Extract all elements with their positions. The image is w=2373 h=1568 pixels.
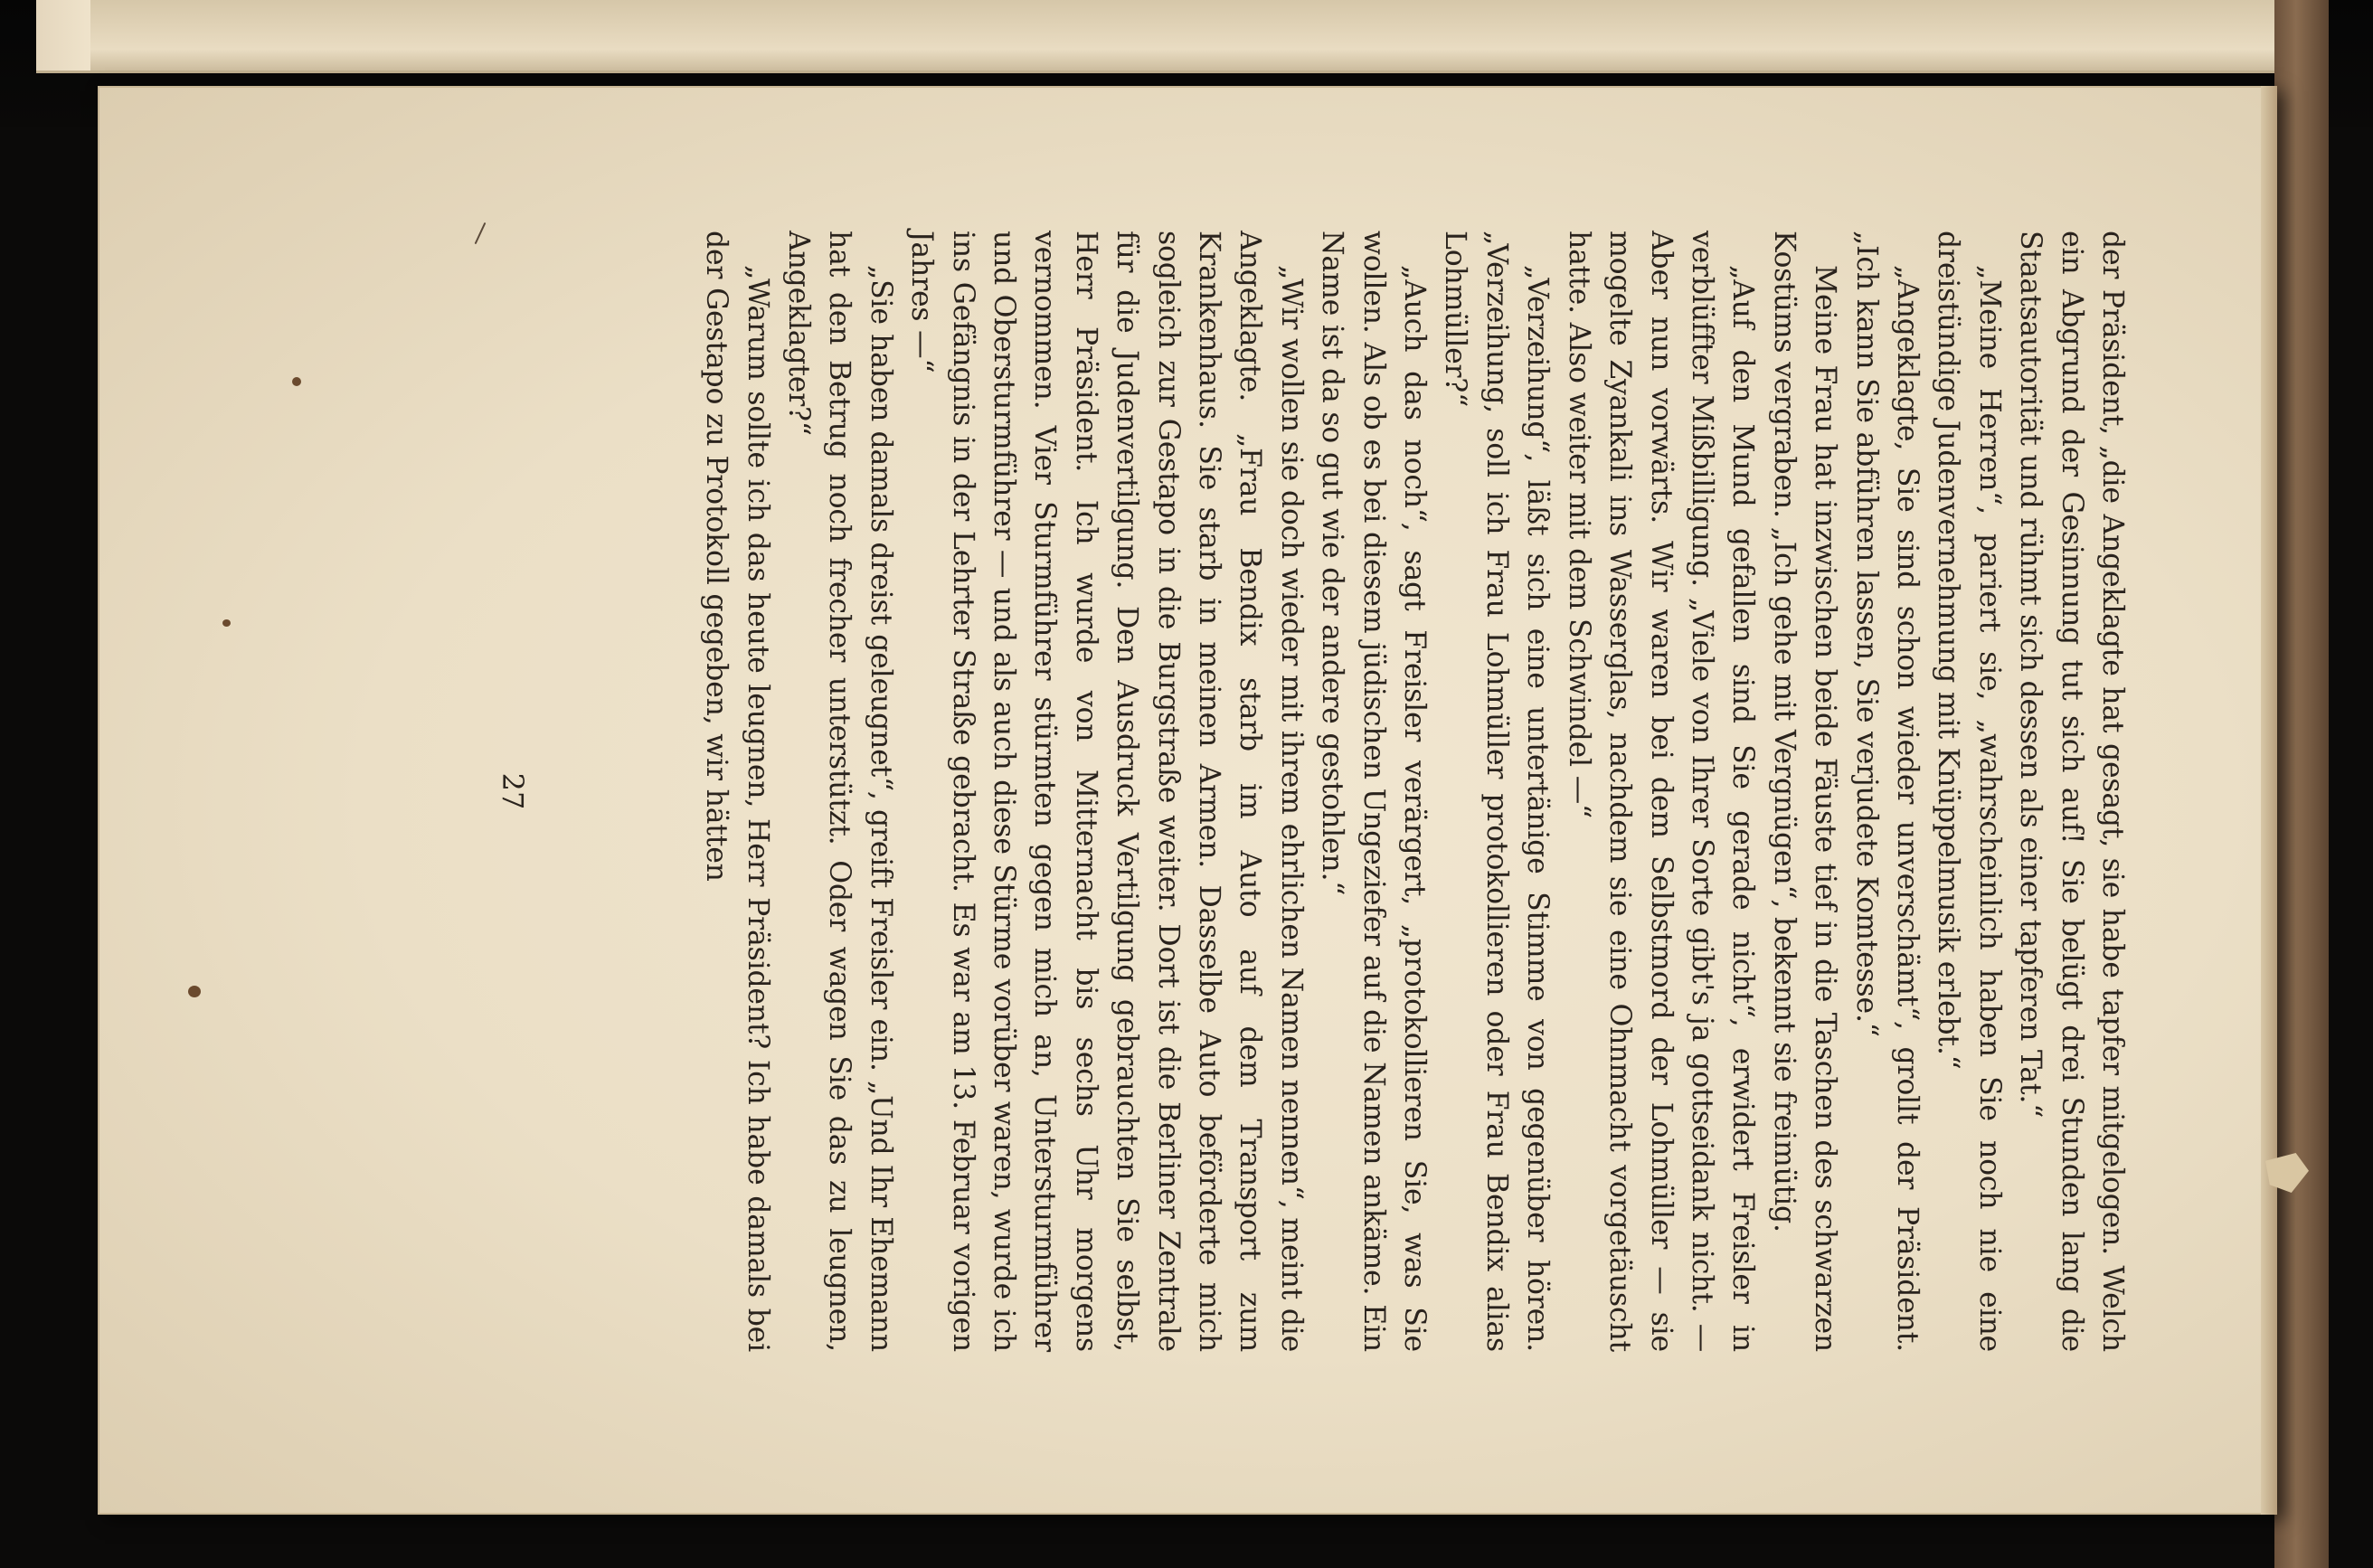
- rotated-text-block: [414, 231, 2132, 1352]
- paragraph: „Wir wollen sie doch wieder mit ihrem ehrlichen Namen nennen“, meint die Angeklagte. „Frau Bendix starb im Auto auf dem Transport zum Krankenhaus. Sie starb in meinen Armen. Dasselbe Auto beförderte mich sogleich zur Gestapo in die Burgstraße weiter. Dort ist die Berliner Zentrale für die Judenvertilgung. Den Ausdruck Vertilgung gebrauchten Sie selbst, Herr Präsident. Ich wurde von Mitternacht bis sechs Uhr morgens vernommen. Vier Sturmführer stürmten gegen mich an, Untersturmführer und Obersturmführer — und als auch diese Stürme vorüber waren, wurde ich ins Gefängnis in der Lehrter Straße gebracht. Es war am 13. Februar vorigen Jahres —“: [905, 231, 1308, 1353]
- page-number: 27: [496, 772, 530, 810]
- page-edge: [2261, 86, 2277, 1515]
- paragraph: Meine Frau hat inzwischen beide Fäuste tief in die Taschen des schwarzen Kostüms vergraben. „Ich gehe mit Vergnügen“, bekennt sie freimütig.: [1767, 231, 1842, 1352]
- paragraph: „Warum sollte ich das heute leugnen, Herr Präsident? Ich habe damals bei der Gestapo zu Protokoll gegeben, wir hätten: [700, 231, 774, 1352]
- paper-speck: [188, 986, 201, 997]
- paragraph: „Meine Herren“, pariert sie, „wahrscheinlich haben Sie noch nie eine dreistündige Judenvernehmung mit Knüppelmusik erlebt.“: [1932, 231, 2006, 1352]
- book-page: [98, 86, 2277, 1515]
- book-edge: [2274, 0, 2329, 1568]
- paper-speck: [222, 619, 231, 627]
- paragraph: „Auch das noch“, sagt Freisler verärgert, „protokollieren Sie, was Sie wollen. Als ob es bei diesem jüdischen Ungeziefer auf die Namen ankäme. Ein Name ist da so gut wie der andere gestohlen.“: [1316, 231, 1432, 1352]
- paragraph: „Auf den Mund gefallen sind Sie gerade nicht“, erwidert Freisler in verblüffter Mißbilligung. „Viele von Ihrer Sorte gibt's ja gottseidank nicht. — Aber nun vorwärts. Wir waren bei dem Selbstmord der Lohmüller — sie mogelte Zyankali ins Wasserglas, nachdem sie eine Ohnmacht vorgetäuscht hatte. Also weiter mit dem Schwindel —“: [1562, 231, 1760, 1352]
- paragraph: der Präsident, „die Angeklagte hat gesagt, sie habe tapfer mitgelogen. Welch ein Abgrund der Gesinnung tut sich auf! Sie belügt drei Stunden lang die Staatsautorität und rühmt sich dessen als einer tapferen Tat.“: [2014, 231, 2129, 1352]
- page-body-text: [595, 231, 2132, 1352]
- paragraph: „Verzeihung“, läßt sich eine untertänige Stimme von gegenüber hören. „Verzeihung, soll ich Frau Lohmüller protokollieren oder Frau Bendix alias Lohmüller?“: [1439, 231, 1555, 1352]
- paper-speck: [292, 377, 301, 386]
- previous-page-strip: [36, 0, 2311, 73]
- paragraph: „Sie haben damals dreist geleugnet“, greift Freisler ein. „Und Ihr Ehemann hat den Betrug noch frecher unterstützt. Oder wagen Sie das zu leugnen, Angeklagter?“: [782, 231, 897, 1352]
- previous-page-margin: [36, 0, 90, 71]
- paragraph: „Angeklagte, Sie sind schon wieder unverschämt“, grollt der Präsident. „Ich kann Sie abführen lassen, Sie verjudete Komtesse.“: [1849, 231, 1924, 1352]
